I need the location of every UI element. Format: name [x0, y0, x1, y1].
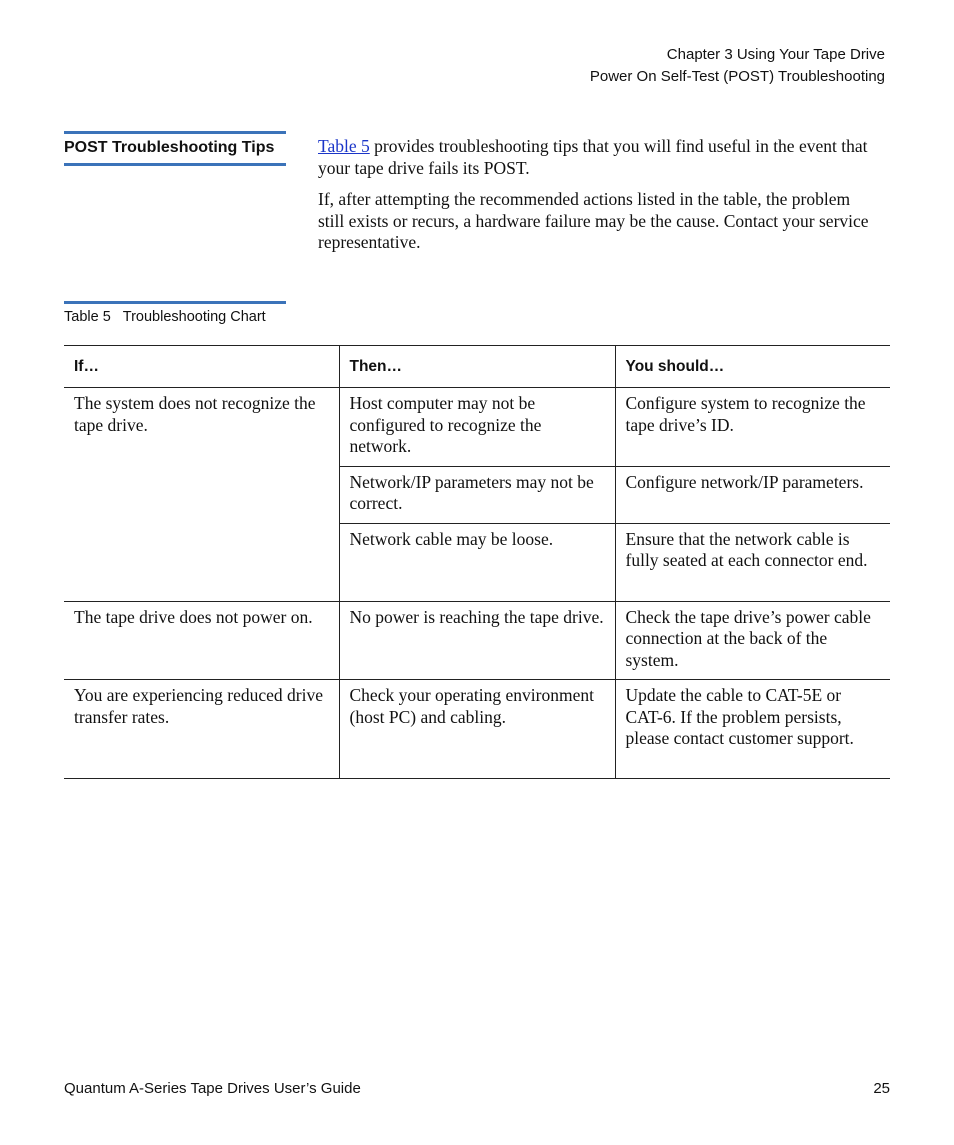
table-cell-should: Ensure that the network cable is fully seated at each connector end.	[615, 523, 890, 601]
side-heading	[64, 131, 286, 166]
advice-paragraph: If, after attempting the recommended actions listed in the table, the problem still exists or recurs, a hardware failure may be the cause. Contact your service representative.	[318, 189, 869, 252]
table-cell-if: The system does not recognize the tape drive.	[64, 388, 339, 602]
footer-title: Quantum A-Series Tape Drives User’s Guide	[64, 1080, 361, 1097]
table-cell-then: Check your operating environment (host PC) and cabling.	[339, 680, 615, 779]
table-cell-then: No power is reaching the tape drive.	[339, 601, 615, 680]
table-cell-should: Update the cable to CAT-5E or CAT-6. If the problem persists, please contact customer support.	[615, 680, 890, 779]
table-cell-should: Configure system to recognize the tape drive’s ID.	[615, 388, 890, 467]
table-row	[64, 680, 890, 779]
intro-paragraph-text: provides troubleshooting tips that you will find useful in the event that your tape drive fails its POST.	[318, 136, 868, 178]
table-cell-if: You are experiencing reduced drive transfer rates.	[64, 680, 339, 779]
header-if: If…	[64, 346, 339, 388]
table-cell-then: Network cable may be loose.	[339, 523, 615, 601]
header-you-should: You should…	[615, 346, 890, 388]
side-heading-text: POST Troubleshooting Tips	[64, 139, 275, 156]
table-caption-title: Troubleshooting Chart	[122, 309, 266, 325]
table-row	[64, 388, 890, 467]
table-cell-should: Check the tape drive’s power cable connection at the back of the system.	[615, 601, 890, 680]
running-header	[590, 44, 885, 88]
intro-paragraph	[318, 136, 878, 179]
table-cell-then: Network/IP parameters may not be correct.	[339, 466, 615, 523]
table-caption	[64, 301, 286, 326]
table-row	[64, 601, 890, 680]
header-section: Power On Self-Test (POST) Troubleshooting	[589, 68, 885, 85]
body-text	[318, 136, 878, 264]
table-cell-should: Configure network/IP parameters.	[615, 466, 890, 523]
table-cell-then: Host computer may not be configured to recognize the network.	[339, 388, 615, 467]
table-header-row	[64, 346, 890, 388]
header-chapter: Chapter 3 Using Your Tape Drive	[666, 46, 885, 63]
table-cell-if: The tape drive does not power on.	[64, 601, 339, 680]
page-number: 25	[873, 1080, 890, 1097]
troubleshooting-table	[64, 345, 890, 779]
header-then: Then…	[339, 346, 615, 388]
table-caption-number: Table 5	[64, 309, 111, 325]
table-5-link[interactable]: Table 5	[318, 136, 370, 156]
